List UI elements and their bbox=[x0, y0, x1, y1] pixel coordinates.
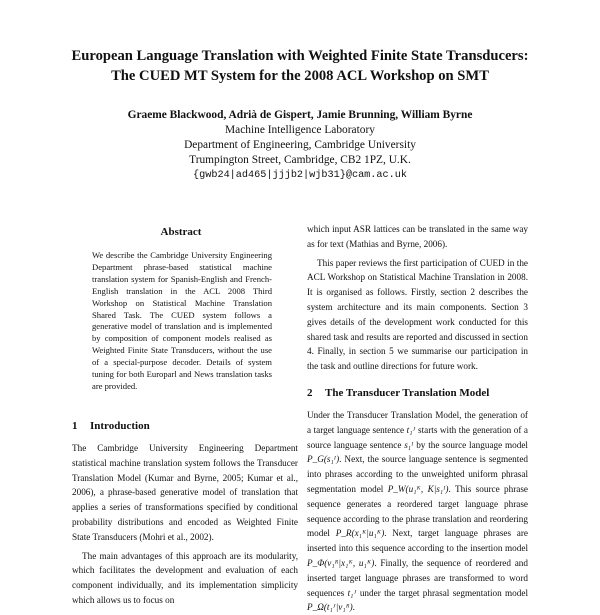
ttm-math-segmentation-model: P_W(u₁ᴷ, K|s₁ᴵ) bbox=[387, 483, 449, 494]
left-column bbox=[72, 419, 298, 608]
section-1-heading bbox=[72, 419, 298, 433]
section-1-number: 1 bbox=[72, 420, 78, 432]
ttm-text-2: starts with the generation of a source language sentence bbox=[307, 424, 528, 450]
ttm-math-target-segmentation-model: P_Ω(t₁ᴶ|v₁ᴿ) bbox=[307, 602, 353, 613]
ttm-text-4: . Next, the source language sentence is segmented into phrases according to the unweighted uniform phrasal segmentation model bbox=[307, 454, 528, 494]
abstract-text: We describe the Cambridge University Engineering Department phrase-based statistical machine translation system for Spanish-English and French-English translation in the ACL 2008 Third Workshop on Statistical Machine Translation Shared Task. The CUED system follows a generative model of translation and is implemented by composition of component models realised as Weighted Finite State Transducers, without the use of a special-purpose decoder. Details of system tuning for both Europarl and News translation tasks are provided. bbox=[92, 250, 272, 391]
author-block bbox=[40, 108, 560, 183]
ttm-text-3: by the source language model bbox=[413, 439, 528, 450]
section-2-title: The Transducer Translation Model bbox=[325, 386, 490, 399]
section-1-title: Introduction bbox=[90, 420, 150, 432]
ttm-math-source-sentence: s₁ᴵ bbox=[404, 439, 414, 450]
paper-title-line-2: The CUED MT System for the 2008 ACL Workshop on SMT bbox=[111, 68, 489, 84]
ttm-text-1: Under the Transducer Translation Model, the generation of a target language sentence bbox=[307, 409, 528, 435]
ttm-math-source-model: P_G(s₁ᴵ) bbox=[307, 454, 340, 465]
ttm-text-8: under the target phrasal segmentation model bbox=[356, 587, 529, 598]
abstract-heading: Abstract bbox=[160, 226, 202, 238]
right-column bbox=[307, 222, 528, 615]
ttm-math-insertion-model: P_Φ(v₁ᴿ|x₁ᴷ, u₁ᴷ) bbox=[307, 557, 375, 568]
intro-paragraph-continued: which input ASR lattices can be translated in the same way as for text (Mathias and Byrne, 2006). bbox=[307, 224, 528, 249]
intro-paragraph-2: The main advantages of this approach are its modularity, which facilitates the development and evaluation of each component individually, and its implementation simplicity which allows us to focus on bbox=[72, 550, 298, 605]
ttm-text-5: . This source phrase sequence generates a reordered target language phrase sequence according to the phrase translation and reordering model bbox=[307, 483, 529, 539]
ttm-math-word-sequence: t₁ᴶ bbox=[347, 587, 357, 598]
ttm-text-6: . Next, target language phrases are inserted into this sequence according to the insertion model bbox=[307, 528, 528, 554]
ttm-text-7: . Finally, the sequence of reordered and inserted target language phrases are transformed to word sequences bbox=[307, 557, 528, 598]
section-2-number: 2 bbox=[307, 386, 313, 399]
paper-title-line-1: European Language Translation with Weighted Finite State Transducers: bbox=[71, 48, 529, 64]
section-2-heading bbox=[307, 386, 528, 400]
ttm-paragraph bbox=[307, 408, 528, 615]
authors: Graeme Blackwood, Adrià de Gispert, Jamie Brunning, William Byrne bbox=[127, 109, 473, 121]
ttm-text-9: . bbox=[352, 602, 355, 613]
ttm-math-reordering-model: P_R(x₁ᴷ|u₁ᴷ) bbox=[335, 528, 385, 539]
ttm-math-target-sentence: t₁ᴶ bbox=[406, 424, 416, 435]
intro-paragraph-1: The Cambridge University Engineering Department statistical machine translation system follows the Transducer Translation Model (Kumar and Byrne, 2005; Kumar et al., 2006), a phrase-based generative model of translation that applies a series of transformations specified by conditional probability distributions and encoded as Weighted Finite State Transducers (Mohri et al., 2002). bbox=[72, 443, 298, 542]
intro-overview-paragraph: This paper reviews the first participation of CUED in the ACL Workshop on Statistical Machine Translation in 2008. It is organised as follows. Firstly, section 2 describes the system architecture and its main components. Section 3 gives details of the development work conducted for this shared task and results are reported and discussed in section 4. Finally, in section 5 we summarise our participation in the task and outline directions for future work. bbox=[307, 257, 528, 372]
affiliation-line-2: Department of Engineering, Cambridge University bbox=[184, 139, 416, 151]
affiliation-line-3: Trumpington Street, Cambridge, CB2 1PZ, U.K. bbox=[189, 154, 411, 166]
affiliation-line-1: Machine Intelligence Laboratory bbox=[225, 124, 375, 136]
title-block bbox=[40, 46, 560, 86]
author-emails: {gwb24|ad465|jjjb2|wjb31}@cam.ac.uk bbox=[193, 170, 407, 181]
